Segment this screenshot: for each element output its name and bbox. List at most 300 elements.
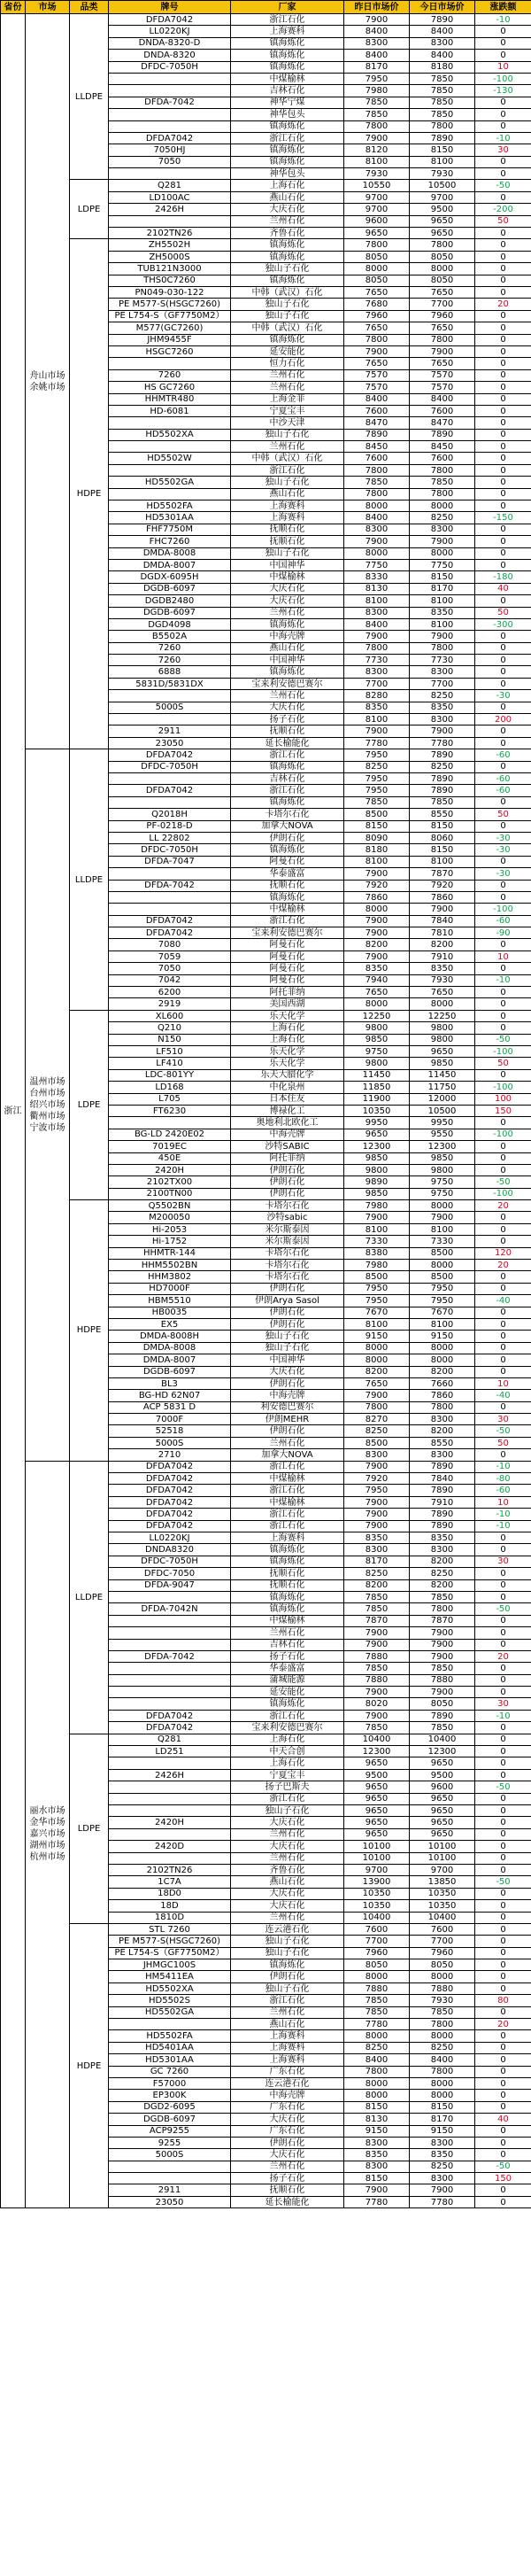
prev-price-cell: 7900	[344, 345, 410, 357]
prev-price-cell: 9650	[344, 1793, 410, 1804]
factory-cell: 齐鲁石化	[231, 1864, 344, 1875]
prev-price-cell: 8250	[344, 1425, 410, 1437]
today-price-cell: 9800	[410, 1164, 475, 1175]
change-cell: 150	[475, 1105, 531, 1116]
factory-cell: 上海石化	[231, 1734, 344, 1745]
today-price-cell: 9800	[410, 1022, 475, 1034]
brand-cell: 7019EC	[109, 1141, 231, 1152]
prev-price-cell: 8130	[344, 2114, 410, 2125]
today-price-cell: 8300	[410, 2137, 475, 2148]
today-price-cell: 7570	[410, 382, 475, 393]
brand-cell: HM5411EA	[109, 1971, 231, 1982]
factory-cell: 宁夏宝丰	[231, 1769, 344, 1781]
factory-cell: 抚顺石化	[231, 1579, 344, 1591]
factory-cell: 镇海炼化	[231, 275, 344, 286]
table-row	[1, 1010, 531, 1021]
brand-cell: Q281	[109, 1734, 231, 1745]
change-cell: 0	[475, 228, 531, 239]
prev-price-cell: 8150	[344, 820, 410, 832]
today-price-cell: 7890	[410, 1485, 475, 1496]
market-name: 绍兴市场	[29, 1099, 65, 1110]
brand-cell: DFDA7042	[109, 749, 231, 761]
today-price-cell: 7930	[410, 168, 475, 180]
brand-cell: FHC7260	[109, 536, 231, 547]
today-price-cell: 9950	[410, 1117, 475, 1129]
category-cell: LLDPE	[70, 749, 109, 1011]
prev-price-cell: 7850	[344, 477, 410, 488]
brand-cell: 7260	[109, 655, 231, 666]
factory-cell: 宝来利安德巴赛尔	[231, 927, 344, 939]
factory-cell: 独山子石化	[231, 310, 344, 322]
today-price-cell: 8250	[410, 761, 475, 772]
factory-cell: 浙江石化	[231, 785, 344, 796]
factory-cell: 加拿大NOVA	[231, 820, 344, 832]
change-cell: -50	[475, 180, 531, 191]
today-price-cell: 9550	[410, 1129, 475, 1140]
brand-cell: ZH5000S	[109, 251, 231, 262]
prev-price-cell: 8150	[344, 2101, 410, 2113]
factory-cell: 兰州石化	[231, 1852, 344, 1864]
today-price-cell: 7810	[410, 927, 475, 939]
factory-cell: 乐天化学	[231, 1010, 344, 1021]
today-price-cell: 9700	[410, 191, 475, 203]
brand-cell: DGDB-6097	[109, 607, 231, 618]
prev-price-cell: 8280	[344, 690, 410, 702]
today-price-cell: 8060	[410, 832, 475, 843]
change-cell: 0	[475, 1271, 531, 1283]
factory-cell: 大庆石化	[231, 1888, 344, 1899]
brand-cell: DFDA7042	[109, 1710, 231, 1721]
factory-cell: 大庆石化	[231, 583, 344, 594]
factory-cell: 大庆石化	[231, 1900, 344, 1912]
today-price-cell: 9650	[410, 228, 475, 239]
prev-price-cell: 9950	[344, 1117, 410, 1129]
today-price-cell: 10500	[410, 180, 475, 191]
today-price-cell: 8300	[410, 1544, 475, 1556]
prev-price-cell: 7900	[344, 14, 410, 26]
prev-price-cell: 7900	[344, 927, 410, 939]
factory-cell: 沙特sabic	[231, 1212, 344, 1223]
change-cell: 0	[475, 1923, 531, 1935]
factory-cell: 兰州石化	[231, 441, 344, 453]
brand-cell: 2420D	[109, 1841, 231, 1852]
change-cell: -180	[475, 571, 531, 583]
change-cell: -30	[475, 844, 531, 856]
brand-cell: PN049-030-122	[109, 286, 231, 298]
today-price-cell: 7900	[410, 1212, 475, 1223]
today-price-cell: 7600	[410, 453, 475, 464]
change-cell: 20	[475, 1200, 531, 1212]
change-cell: -100	[475, 1188, 531, 1199]
brand-cell: 23050	[109, 737, 231, 749]
category-cell: HDPE	[70, 239, 109, 749]
today-price-cell: 7880	[410, 1982, 475, 1994]
today-price-cell: 7890	[410, 749, 475, 761]
market-cell	[26, 1461, 70, 2208]
today-price-cell: 8170	[410, 2114, 475, 2125]
factory-cell: 镇海炼化	[231, 144, 344, 156]
change-cell: 0	[475, 1615, 531, 1626]
prev-price-cell: 8300	[344, 1449, 410, 1461]
prev-price-cell: 10550	[344, 180, 410, 191]
today-price-cell: 8300	[410, 524, 475, 535]
prev-price-cell: 9650	[344, 1757, 410, 1769]
today-price-cell: 7660	[410, 1377, 475, 1389]
factory-cell: 上海赛科	[231, 500, 344, 512]
factory-cell: 阿曼石化	[231, 974, 344, 986]
today-price-cell: 7900	[410, 1627, 475, 1639]
factory-cell: 扬子石化	[231, 1650, 344, 1662]
table-row	[1, 239, 531, 251]
prev-price-cell: 7900	[344, 536, 410, 547]
prev-price-cell: 7950	[344, 1295, 410, 1307]
prev-price-cell: 13900	[344, 1876, 410, 1888]
today-price-cell: 8000	[410, 500, 475, 512]
today-price-cell: 7800	[410, 488, 475, 500]
brand-cell: 9255	[109, 2137, 231, 2148]
factory-cell: 抚顺石化	[231, 2184, 344, 2196]
prev-price-cell: 8300	[344, 607, 410, 618]
factory-cell: 上海赛科	[231, 2030, 344, 2042]
today-price-cell: 12250	[410, 1010, 475, 1021]
factory-cell: 阿曼石化	[231, 939, 344, 950]
change-cell: -80	[475, 1473, 531, 1485]
factory-cell: 兰州石化	[231, 1437, 344, 1448]
prev-price-cell: 7850	[344, 1663, 410, 1674]
brand-cell: Q2018H	[109, 809, 231, 820]
prev-price-cell: 8000	[344, 2090, 410, 2101]
factory-cell: 扬子石化	[231, 714, 344, 725]
factory-cell: 大庆石化	[231, 702, 344, 713]
today-price-cell: 8000	[410, 1354, 475, 1366]
change-cell: 0	[475, 1117, 531, 1129]
today-price-cell: 11750	[410, 1082, 475, 1093]
factory-cell: 华泰盛富	[231, 1663, 344, 1674]
change-cell: 0	[475, 1674, 531, 1686]
prev-price-cell: 10400	[344, 1912, 410, 1923]
factory-cell: 兰州石化	[231, 369, 344, 381]
today-price-cell: 8150	[410, 571, 475, 583]
change-cell: -60	[475, 773, 531, 785]
change-cell: 0	[475, 286, 531, 298]
brand-cell: HD7000F	[109, 1283, 231, 1294]
change-cell: 0	[475, 1828, 531, 1840]
factory-cell: 吉林石化	[231, 85, 344, 97]
factory-cell: 浙江石化	[231, 1509, 344, 1520]
factory-cell: 广东石化	[231, 2066, 344, 2077]
prev-price-cell: 7960	[344, 1947, 410, 1959]
prev-price-cell: 7900	[344, 1212, 410, 1223]
brand-cell: 2100TN00	[109, 1188, 231, 1199]
prev-price-cell: 8100	[344, 714, 410, 725]
brand-cell: DMDA-8007	[109, 559, 231, 570]
change-cell: 150	[475, 2173, 531, 2184]
change-cell: 0	[475, 820, 531, 832]
factory-cell: 中煤榆林	[231, 571, 344, 583]
change-cell: 0	[475, 891, 531, 903]
today-price-cell: 7650	[410, 987, 475, 998]
brand-cell: HBM5510	[109, 1295, 231, 1307]
prev-price-cell: 8300	[344, 2137, 410, 2148]
today-price-cell: 7910	[410, 1496, 475, 1508]
today-price-cell: 8300	[410, 1449, 475, 1461]
factory-cell: 燕山石化	[231, 191, 344, 203]
market-name: 杭州市场	[29, 1852, 65, 1863]
today-price-cell: 7890	[410, 773, 475, 785]
today-price-cell: 7800	[410, 1401, 475, 1413]
prev-price-cell: 8300	[344, 1544, 410, 1556]
brand-cell: HHM5502BN	[109, 1260, 231, 1271]
today-price-cell: 7870	[410, 868, 475, 880]
factory-cell: 镇海炼化	[231, 156, 344, 167]
change-cell: 0	[475, 595, 531, 607]
brand-cell	[109, 2173, 231, 2184]
brand-cell: Hi-2053	[109, 1223, 231, 1235]
brand-cell: HS GC7260	[109, 382, 231, 393]
change-cell: 0	[475, 1757, 531, 1769]
brand-cell	[109, 2019, 231, 2030]
prev-price-cell: 7930	[344, 168, 410, 180]
change-cell: 0	[475, 2066, 531, 2077]
brand-cell: PF-0218-D	[109, 820, 231, 832]
today-price-cell: 8200	[410, 1556, 475, 1567]
change-cell: 50	[475, 809, 531, 820]
factory-cell: 米尔斯泰因	[231, 1223, 344, 1235]
prev-price-cell: 7650	[344, 286, 410, 298]
today-price-cell: 7800	[410, 120, 475, 132]
prev-price-cell: 7680	[344, 299, 410, 310]
brand-cell: 2911	[109, 725, 231, 737]
prev-price-cell: 7800	[344, 464, 410, 476]
prev-price-cell: 7900	[344, 1639, 410, 1650]
change-cell: 0	[475, 1687, 531, 1698]
brand-cell: Q210	[109, 1022, 231, 1034]
today-price-cell: 8000	[410, 1200, 475, 1212]
today-price-cell: 7910	[410, 950, 475, 962]
change-cell: 0	[475, 1793, 531, 1804]
change-cell: 0	[475, 2090, 531, 2101]
factory-cell: 阿曼石化	[231, 963, 344, 974]
today-price-cell: 8000	[410, 2030, 475, 2042]
factory-cell: 浙江石化	[231, 1485, 344, 1496]
today-price-cell: 8050	[410, 275, 475, 286]
brand-cell: XL600	[109, 1010, 231, 1021]
today-price-cell: 7650	[410, 358, 475, 369]
brand-cell	[109, 868, 231, 880]
today-price-cell: 9500	[410, 204, 475, 215]
change-cell: -50	[475, 1034, 531, 1045]
brand-cell: LDC-801YY	[109, 1069, 231, 1081]
prev-price-cell: 8000	[344, 2030, 410, 2042]
brand-cell: 2911	[109, 2184, 231, 2196]
prev-price-cell: 8100	[344, 856, 410, 867]
prev-price-cell: 8000	[344, 998, 410, 1010]
header-category: 品类	[70, 1, 109, 14]
factory-cell: 沙特SABIC	[231, 1141, 344, 1152]
brand-cell: DGDB-6097	[109, 1366, 231, 1377]
prev-price-cell: 7900	[344, 950, 410, 962]
today-price-cell: 8000	[410, 2077, 475, 2089]
category-cell: HDPE	[70, 1200, 109, 1462]
market-name: 温州市场	[29, 1076, 65, 1087]
brand-cell: DFDA-7042N	[109, 1603, 231, 1615]
change-cell: -50	[475, 1603, 531, 1615]
today-price-cell: 8200	[410, 1425, 475, 1437]
change-cell: 0	[475, 642, 531, 654]
change-cell: 100	[475, 1093, 531, 1105]
brand-cell: 2102TN26	[109, 1864, 231, 1875]
today-price-cell: 8500	[410, 1271, 475, 1283]
prev-price-cell: 8300	[344, 2161, 410, 2172]
today-price-cell: 9150	[410, 1331, 475, 1342]
today-price-cell: 8400	[410, 50, 475, 61]
today-price-cell: 10400	[410, 1912, 475, 1923]
brand-cell: DFDC-7050H	[109, 61, 231, 73]
change-cell: -50	[475, 2161, 531, 2172]
factory-cell: 宝来利安德巴赛尔	[231, 678, 344, 689]
factory-cell: 美国西湖	[231, 998, 344, 1010]
change-cell: 0	[475, 1888, 531, 1899]
today-price-cell: 10100	[410, 1841, 475, 1852]
change-cell: 0	[475, 1639, 531, 1650]
today-price-cell: 7780	[410, 737, 475, 749]
today-price-cell: 7850	[410, 73, 475, 84]
prev-price-cell: 7780	[344, 2019, 410, 2030]
change-cell: 30	[475, 1698, 531, 1710]
factory-cell: 浙江石化	[231, 464, 344, 476]
prev-price-cell: 8200	[344, 939, 410, 950]
change-cell: 0	[475, 1936, 531, 1947]
today-price-cell: 9650	[410, 1828, 475, 1840]
prev-price-cell: 8150	[344, 2173, 410, 2184]
today-price-cell: 7700	[410, 678, 475, 689]
prev-price-cell: 7800	[344, 1401, 410, 1413]
today-price-cell: 7890	[410, 785, 475, 796]
factory-cell: 浙江石化	[231, 1520, 344, 1532]
change-cell: 0	[475, 761, 531, 772]
change-cell: 0	[475, 488, 531, 500]
change-cell: 0	[475, 1746, 531, 1757]
factory-cell: 镇海炼化	[231, 37, 344, 49]
province-cell: 浙江	[1, 14, 26, 2208]
change-cell: -100	[475, 904, 531, 915]
brand-cell: L705	[109, 1093, 231, 1105]
today-price-cell: 9500	[410, 1769, 475, 1781]
brand-cell: HD-6081	[109, 405, 231, 416]
prev-price-cell: 8380	[344, 1247, 410, 1259]
brand-cell: HD5502XA	[109, 429, 231, 440]
factory-cell: 浙江石化	[231, 14, 344, 26]
today-price-cell: 7950	[410, 1283, 475, 1294]
brand-cell: DFDA-7042	[109, 97, 231, 108]
prev-price-cell: 7980	[344, 85, 410, 97]
brand-cell: 6888	[109, 666, 231, 678]
factory-cell: 伊朗石化	[231, 1425, 344, 1437]
brand-cell: HD5502FA	[109, 2030, 231, 2042]
prev-price-cell: 8350	[344, 702, 410, 713]
brand-cell: DNDA-8320-D	[109, 37, 231, 49]
prev-price-cell: 7750	[344, 559, 410, 570]
prev-price-cell: 8100	[344, 595, 410, 607]
brand-cell	[109, 1639, 231, 1650]
prev-price-cell: 7780	[344, 737, 410, 749]
factory-cell: 镇海炼化	[231, 844, 344, 856]
today-price-cell: 8500	[410, 1247, 475, 1259]
market-name: 嘉兴市场	[29, 1829, 65, 1840]
prev-price-cell: 8000	[344, 2077, 410, 2089]
today-price-cell: 8000	[410, 998, 475, 1010]
prev-price-cell: 8020	[344, 1698, 410, 1710]
brand-cell: DFDA7042	[109, 1461, 231, 1472]
change-cell: 0	[475, 678, 531, 689]
factory-cell: 镇海炼化	[231, 61, 344, 73]
prev-price-cell: 10100	[344, 1852, 410, 1864]
factory-cell: 镇海炼化	[231, 891, 344, 903]
today-price-cell: 8350	[410, 963, 475, 974]
today-price-cell: 8000	[410, 2090, 475, 2101]
today-price-cell: 8000	[410, 1971, 475, 1982]
today-price-cell: 7950	[410, 1295, 475, 1307]
factory-cell: 独山子石化	[231, 1331, 344, 1342]
change-cell: 20	[475, 2019, 531, 2030]
brand-cell: Q281	[109, 180, 231, 191]
factory-cell: 中煤榆林	[231, 904, 344, 915]
brand-cell	[109, 120, 231, 132]
change-cell: 0	[475, 310, 531, 322]
prev-price-cell: 7800	[344, 642, 410, 654]
brand-cell	[109, 441, 231, 453]
factory-cell: 浙江石化	[231, 749, 344, 761]
factory-cell: 上海赛科	[231, 2054, 344, 2066]
brand-cell	[109, 168, 231, 180]
factory-cell: 大庆石化	[231, 1841, 344, 1852]
brand-cell: 7000F	[109, 1414, 231, 1425]
prev-price-cell: 9650	[344, 1804, 410, 1816]
factory-cell: 伊朗石化	[231, 832, 344, 843]
factory-cell: 兰州石化	[231, 2161, 344, 2172]
brand-cell: 7050HJ	[109, 144, 231, 156]
change-cell: 0	[475, 1769, 531, 1781]
brand-cell: DFDA-7047	[109, 856, 231, 867]
change-cell: 0	[475, 1841, 531, 1852]
prev-price-cell: 7900	[344, 1710, 410, 1721]
brand-cell: PE L754-S（GF7750M2）	[109, 1947, 231, 1959]
change-cell: -300	[475, 618, 531, 630]
brand-cell: HD5502W	[109, 453, 231, 464]
prev-price-cell: 9700	[344, 191, 410, 203]
prev-price-cell: 7850	[344, 109, 410, 120]
brand-cell: 5000S	[109, 1437, 231, 1448]
brand-cell: LD251	[109, 1746, 231, 1757]
market-name: 舟山市场	[29, 370, 65, 381]
prev-price-cell: 7800	[344, 239, 410, 251]
brand-cell: 23050	[109, 2196, 231, 2207]
factory-cell: 镇海炼化	[231, 251, 344, 262]
change-cell: -50	[475, 1781, 531, 1793]
today-price-cell: 7890	[410, 1520, 475, 1532]
market-cell	[26, 749, 70, 1461]
prev-price-cell: 8050	[344, 251, 410, 262]
prev-price-cell: 10350	[344, 1888, 410, 1899]
change-cell: 0	[475, 464, 531, 476]
today-price-cell: 7900	[410, 904, 475, 915]
brand-cell: FT6230	[109, 1105, 231, 1116]
brand-cell	[109, 464, 231, 476]
change-cell: 0	[475, 1401, 531, 1413]
brand-cell: BG-HD 62N07	[109, 1390, 231, 1401]
prev-price-cell: 7900	[344, 1390, 410, 1401]
change-cell: -10	[475, 1520, 531, 1532]
